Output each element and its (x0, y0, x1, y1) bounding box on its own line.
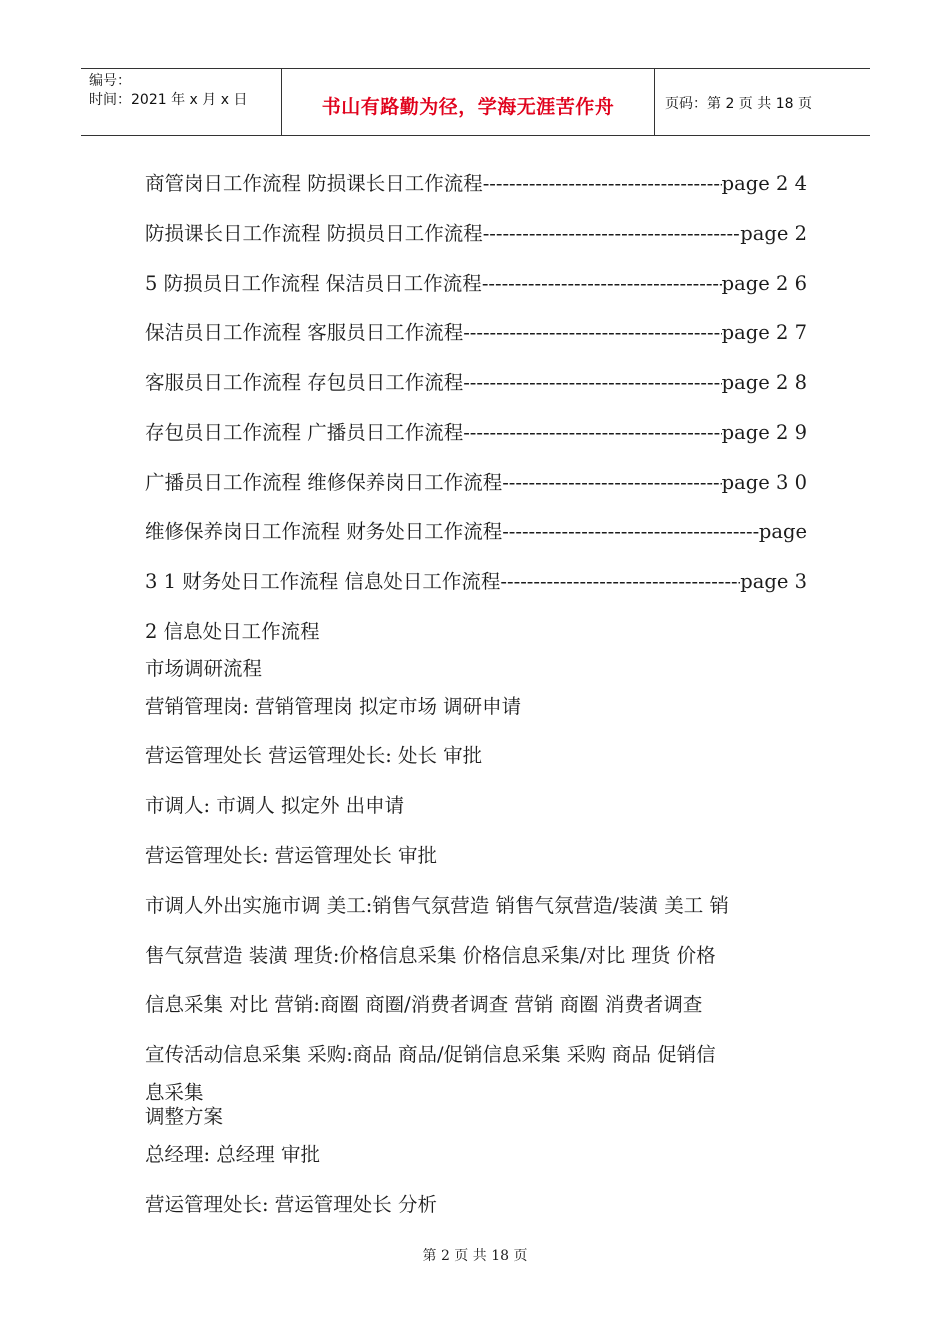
body-line: 信息采集 对比 营销:商圈 商圈/消费者调查 营销 商圈 消费者调查 (145, 993, 703, 1016)
toc-entry-page: page 2 8 (721, 371, 807, 394)
section-heading: 调整方案 (145, 1105, 224, 1128)
toc-entry-text: 5 防损员日工作流程 保洁员日工作流程 (145, 272, 482, 295)
toc-entry (145, 570, 807, 594)
toc-entry-page: page 3 (740, 570, 807, 593)
toc-entry (145, 321, 807, 345)
toc-leader (483, 172, 722, 196)
toc-entry-text: 3 1 财务处日工作流程 信息处日工作流程 (145, 570, 501, 593)
page-info: 页码：第 2 页 共 18 页 (665, 96, 812, 112)
toc-entry (145, 471, 807, 495)
body-line: 售气氛营造 装潢 理货:价格信息采集 价格信息采集/对比 理货 价格 (145, 944, 716, 967)
toc-entry-page: page (758, 520, 807, 543)
toc-leader (482, 272, 722, 296)
body-line: 2 信息处日工作流程 (145, 620, 320, 643)
toc-entry (145, 520, 807, 544)
toc-entry (145, 421, 807, 445)
toc-leader (463, 321, 721, 345)
body-line: 营销管理岗: 营销管理岗 拟定市场 调研申请 (145, 695, 522, 718)
body-line: 市调人: 市调人 拟定外 出申请 (145, 794, 405, 817)
body-line: 总经理: 总经理 审批 (145, 1143, 320, 1166)
toc-entry-text: 广播员日工作流程 维修保养岗日工作流程 (145, 471, 503, 494)
body-line: 营运管理处长: 营运管理处长 分析 (145, 1193, 437, 1216)
toc-entry-text: 客服员日工作流程 存包员日工作流程 (145, 371, 464, 394)
toc-entry (145, 272, 807, 296)
toc-entry (145, 222, 807, 246)
toc-leader (463, 371, 721, 395)
toc-entry-page: page 3 0 (721, 471, 807, 494)
section-heading: 市场调研流程 (145, 657, 263, 680)
toc-entry (145, 371, 807, 395)
toc-entry-text: 存包员日工作流程 广播员日工作流程 (145, 421, 464, 444)
toc-entry-text: 保洁员日工作流程 客服员日工作流程 (145, 321, 464, 344)
motto: 书山有路勤为径，学海无涯苦作舟 (321, 96, 615, 118)
date-label: 时间：2021 年 x 月 x 日 (89, 92, 248, 108)
toc-leader (463, 421, 721, 445)
toc-entry-page: page 2 4 (721, 172, 807, 195)
toc-entry-page: page 2 6 (721, 272, 807, 295)
toc-leader (502, 520, 759, 544)
toc-entry (145, 172, 807, 196)
header-page-cell (655, 69, 870, 135)
body-line: 市调人外出实施市调 美工:销售气氛营造 销售气氛营造/装潢 美工 销 (145, 894, 729, 917)
body-line: 营运管理处长: 营运管理处长 审批 (145, 844, 437, 867)
page-header (81, 68, 870, 136)
toc-entry-page: page 2 (740, 222, 807, 245)
toc-entry-text: 维修保养岗日工作流程 财务处日工作流程 (145, 520, 503, 543)
toc-entry-page: page 2 7 (721, 321, 807, 344)
page-footer: 第 2 页 共 18 页 (422, 1248, 528, 1264)
toc-entry-text: 商管岗日工作流程 防损课长日工作流程 (145, 172, 483, 195)
toc-entry-page: page 2 9 (721, 421, 807, 444)
number-label: 编号： (89, 73, 131, 89)
body-line: 息采集 (145, 1081, 204, 1104)
toc-leader (500, 570, 740, 594)
header-meta-cell (81, 69, 281, 135)
toc-leader (483, 222, 741, 246)
toc-leader (502, 471, 721, 495)
header-motto-cell (281, 69, 655, 135)
toc-entry-text: 防损课长日工作流程 防损员日工作流程 (145, 222, 483, 245)
body-line: 宣传活动信息采集 采购:商品 商品/促销信息采集 采购 商品 促销信 (145, 1043, 716, 1066)
body-line: 营运管理处长 营运管理处长: 处长 审批 (145, 744, 483, 767)
